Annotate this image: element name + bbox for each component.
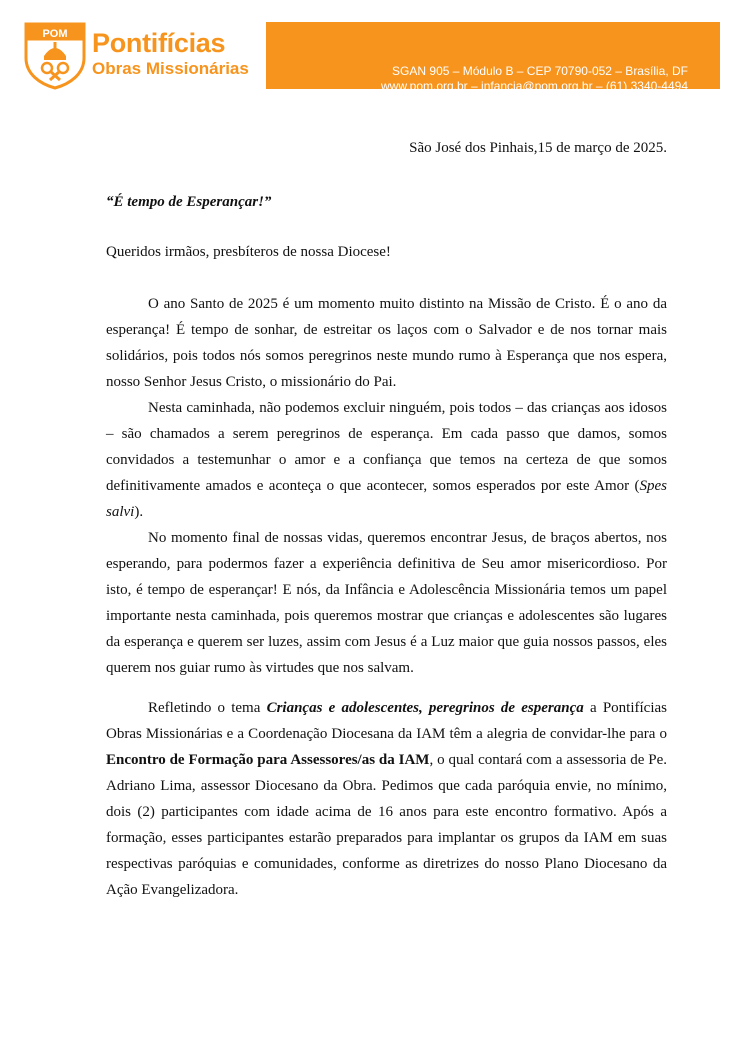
paragraph-1: O ano Santo de 2025 é um momento muito distinto na Missão de Cristo. É o ano da esperança! É tempo de sonhar, de estreitar os laços com o Salvador e de nos tornar mais solidários, pois todos nós somos peregrinos neste mundo rumo à Esperança que nos espera, nosso Senhor Jesus Cristo, o missionário do Pai. bbox=[106, 296, 667, 390]
logo bbox=[22, 22, 266, 90]
brand-name: Pontifícias bbox=[92, 28, 226, 58]
header-band bbox=[265, 22, 720, 93]
paragraph-4-event: Encontro de Formação para Assessores/as da IAM bbox=[106, 752, 430, 768]
brand-subtitle: Obras Missionárias bbox=[92, 59, 249, 78]
paragraph-2 bbox=[106, 395, 667, 525]
letter-motto: “É tempo de Esperançar!” bbox=[106, 194, 272, 210]
logo-badge: POM bbox=[42, 28, 68, 40]
paragraph-2-end: ). bbox=[134, 504, 144, 520]
letter-date: São José dos Pinhais,15 de março de 2025. bbox=[409, 140, 667, 156]
header-contact bbox=[381, 64, 688, 94]
letter-body bbox=[106, 135, 667, 903]
paragraph-4-theme: Crianças e adolescentes, peregrinos de esperança bbox=[266, 700, 584, 716]
paragraph-4-c: , o qual contará com a assessoria de Pe. Adriano Lima, assessor Diocesano da Obra. Pedimos que cada paróquia envie, no mínimo, dois (2) participantes com idade acima de 16 anos para este encontro formativo. Após a formação, esses participantes estarão preparados para implantar os grupos da IAM em suas respectivas paróquias e comunidades, conforme as diretrizes do nosso Plano Diocesano da Ação Evangelizadora. bbox=[106, 752, 667, 898]
paragraph-2-italic: Spes salvi bbox=[106, 478, 667, 520]
paragraph-3: No momento final de nossas vidas, queremos encontrar Jesus, de braços abertos, nos esperando, para podermos fazer a experiência definitiva de Seu amor misericordioso. Por isto, é tempo de esperançar! E nós, da Infância e Adolescência Missionária temos um papel importante nesta caminhada, pois queremos mostrar que crianças e adolescentes são lugares da esperança e querem ser luzes, assim com Jesus é a Luz maior que guia nossos passos, eles querem nos guiar rumo às virtudes que nos salvam. bbox=[106, 530, 667, 676]
paragraph-4-b: a Pontifícias Obras Missionárias e a Coordenação Diocesana da IAM têm a alegria de convidar-lhe para o bbox=[106, 700, 667, 742]
address-line: SGAN 905 – Módulo B – CEP 70790-052 – Brasília, DF bbox=[392, 64, 688, 78]
paragraph-2-text: Nesta caminhada, não podemos excluir ninguém, pois todos – das crianças aos idosos – são chamados a serem peregrinos de esperança. Em cada passo que damos, somos convidados a testemunhar o amor e a confiança que temos na certeza de que somos definitivamente amados e aconteça o que acontecer, somos esperados por este Amor ( bbox=[106, 400, 667, 494]
letter-greeting: Queridos irmãos, presbíteros de nossa Diocese! bbox=[106, 244, 391, 260]
paragraph-4-a: Refletindo o tema bbox=[148, 700, 267, 716]
contact-line: www.pom.org.br – infancia@pom.org.br – (61) 3340-4494 bbox=[380, 79, 688, 93]
papal-shield-icon bbox=[22, 22, 88, 90]
paragraph-4 bbox=[106, 695, 667, 903]
